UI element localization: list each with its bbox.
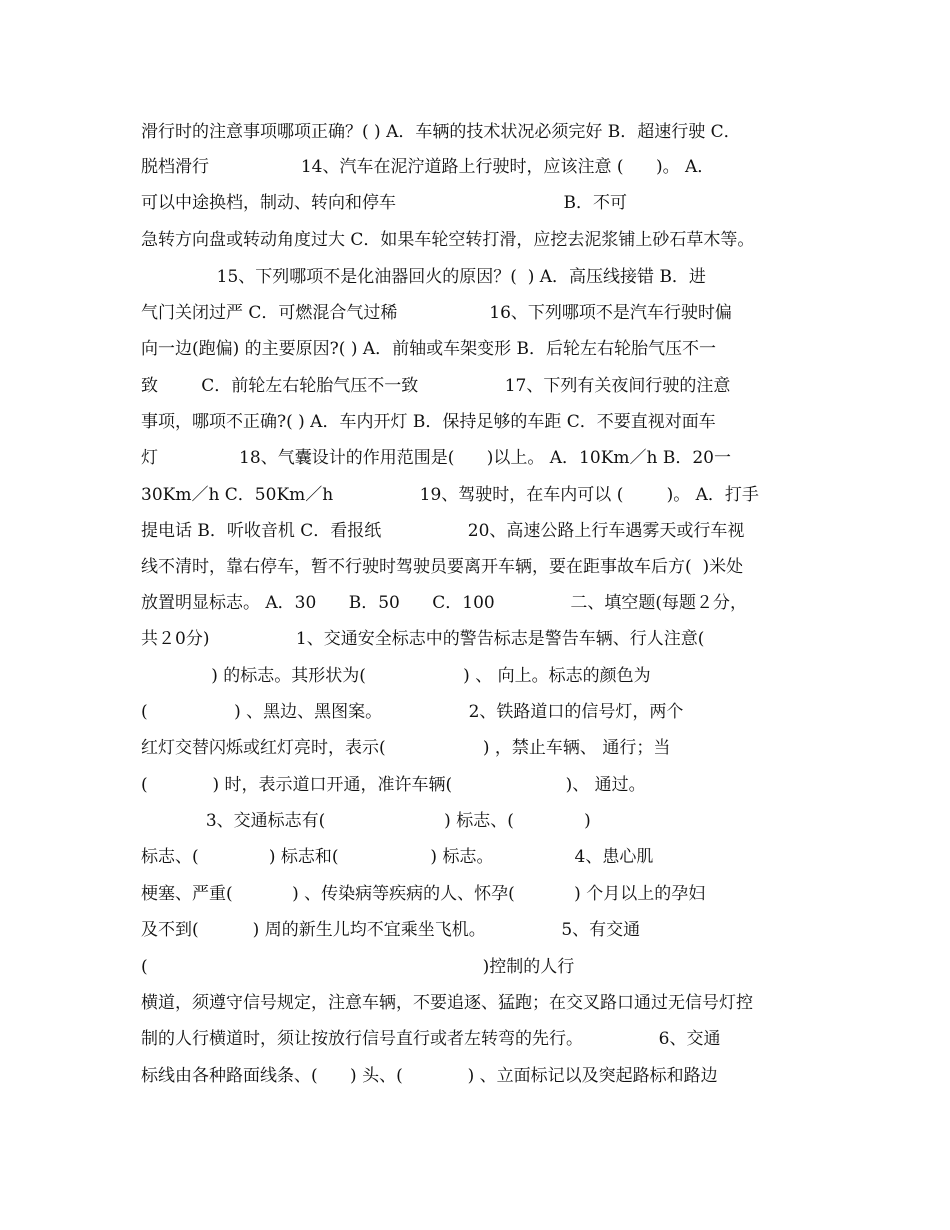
- text-line: 标线由各种路面线条、( ) 头、( ) 、立面标记以及突起路标和路边: [141, 1066, 718, 1086]
- text-line: 15、下列哪项不是化油器回火的原因？( ) A．高压线接错 B．进: [141, 267, 706, 287]
- text-line: 灯 18、气囊设计的作用范围是( )以上。 A．10Km／h B．20一: [141, 448, 731, 468]
- text-line: 致 C．前轮左右轮胎气压不一致 17、下列有关夜间行驶的注意: [141, 376, 731, 396]
- text-line: 事项，哪项不正确?( ) A．车内开灯 B．保持足够的车距 C．不要直视对面车: [141, 412, 716, 432]
- text-line: 线不清时，靠右停车，暂不行驶时驾驶员要离开车辆，要在距事故车后方( )米处: [141, 557, 744, 577]
- text-line: 可以中途换档，制动、转向和停车 B．不可: [141, 193, 628, 213]
- text-line: 滑行时的注意事项哪项正确？( ) A．车辆的技术状况必须完好 B．超速行驶 C．: [141, 122, 741, 142]
- text-line: 梗塞、严重( ) 、传染病等疾病的人、怀孕( ) 个月以上的孕妇: [141, 884, 706, 904]
- text-line: ( )控制的人行: [141, 957, 575, 977]
- text-line: 30Km／h C．50Km／h 19、驾驶时，在车内可以 ( )。 A．打手: [141, 485, 759, 505]
- text-line: 及不到( ) 周的新生儿均不宜乘坐飞机。 5、有交通: [141, 920, 641, 940]
- text-line: 红灯交替闪烁或红灯亮时，表示( ) ，禁止车辆、 通行；当: [141, 738, 671, 758]
- text-line: 提电话 B．听收音机 C．看报纸 20、高速公路上行车遇雾天或行车视: [141, 521, 745, 541]
- text-line: 标志、( ) 标志和( ) 标志。 4、患心肌: [141, 847, 654, 867]
- text-line: 放置明显标志。 A．30 B．50 C．100 二、填空题(每题２分，: [141, 593, 748, 613]
- text-line: ) 的标志。其形状为( ) 、 向上。标志的颜色为: [141, 666, 651, 686]
- text-line: 制的人行横道时，须让按放行信号直行或者左转弯的先行。 6、交通: [141, 1029, 721, 1049]
- text-line: 横道，须遵守信号规定，注意车辆，不要追逐、猛跑；在交叉路口通过无信号灯控: [141, 993, 753, 1013]
- text-line: 脱档滑行 14、汽车在泥泞道路上行驶时，应该注意 ( )。 A．: [141, 157, 715, 177]
- text-line: 急转方向盘或转动角度过大 C．如果车轮空转打滑，应挖去泥浆铺上砂石草木等。: [141, 230, 755, 250]
- text-line: 向一边(跑偏) 的主要原因?( ) A．前轴或车架变形 B．后轮左右轮胎气压不一: [141, 339, 717, 359]
- text-line: 气门关闭过严 C．可燃混合气过稀 16、下列哪项不是汽车行驶时偏: [141, 303, 732, 323]
- text-line: ( ) 、黑边、黑图案。 2、铁路道口的信号灯，两个: [141, 702, 684, 722]
- text-line: 3、交通标志有( ) 标志、( ): [141, 811, 591, 831]
- text-line: 共２0分) 1、交通安全标志中的警告标志是警告车辆、行人注意(: [141, 629, 705, 649]
- text-line: ( ) 时，表示道口开通，准许车辆( )、 通过。: [141, 775, 646, 795]
